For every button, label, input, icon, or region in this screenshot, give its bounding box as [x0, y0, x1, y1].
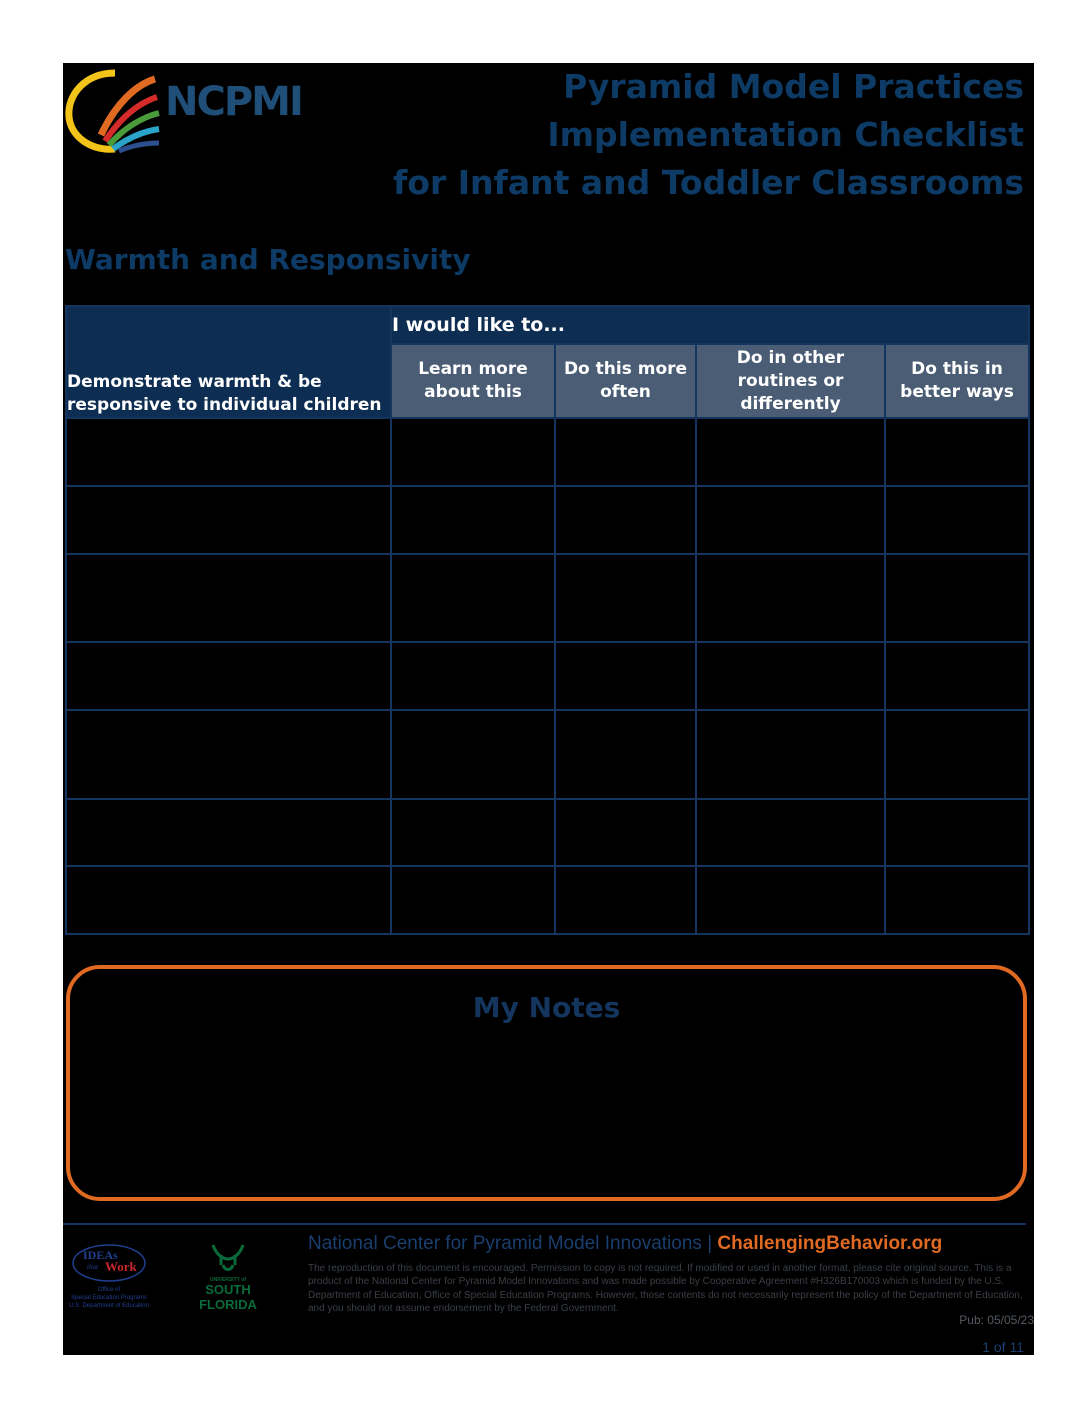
ideas-logo-main: IDEAs: [83, 1248, 118, 1262]
checkbox-cell[interactable]: [555, 418, 696, 486]
do-more-often-header: Do this more often: [555, 344, 696, 418]
footer-separator: |: [707, 1233, 713, 1254]
ideas-logo-line-1: Office of: [97, 1287, 121, 1293]
checkbox-cell[interactable]: [885, 642, 1029, 710]
checkbox-cell[interactable]: [885, 418, 1029, 486]
checkbox-cell[interactable]: [696, 866, 885, 934]
usf-bull-icon: [191, 1235, 265, 1315]
checklist-page: [63, 63, 1034, 1355]
page-title: [393, 63, 1024, 207]
ideas-logo-that: that: [87, 1263, 98, 1271]
logo-wordmark: NCPMI: [165, 79, 302, 125]
learn-more-header: Learn more about this: [391, 344, 555, 418]
checkbox-cell[interactable]: [391, 418, 555, 486]
footer-divider: [63, 1223, 1026, 1225]
title-line-2: Implementation Checklist: [547, 115, 1024, 154]
footer-disclaimer: The reproduction of this document is encouraged. Permission to copy is not required. If modified or used in another format, please cite original source. This is a product of the National Center for Pyramid Model Innovations and was made possible by Cooperative Agreement #H326B170003 which is funded by the U.S. Department of Education, Office of Special Education Programs. However, those contents do not necessarily represent the policy of the Department of Education, and you should not assume endorsement by the Federal Government.: [308, 1263, 1023, 1314]
checkbox-cell[interactable]: [885, 799, 1029, 866]
checkbox-cell[interactable]: [885, 554, 1029, 642]
practice-cell: [66, 486, 391, 554]
ideas-that-work-icon: [69, 1239, 149, 1313]
practice-cell: [66, 554, 391, 642]
ncpmi-logo: [65, 65, 305, 155]
practice-cell: [66, 799, 391, 866]
title-line-1: Pyramid Model Practices: [563, 67, 1024, 106]
usf-logo-line-1: SOUTH: [205, 1282, 251, 1297]
my-notes-title: My Notes: [472, 991, 621, 1024]
checkbox-cell[interactable]: [555, 866, 696, 934]
checkbox-cell[interactable]: [696, 554, 885, 642]
title-line-3: for Infant and Toddler Classrooms: [392, 163, 1024, 202]
checkbox-cell[interactable]: [555, 554, 696, 642]
ideas-that-work-logo: [69, 1239, 149, 1313]
usf-logo-line-2: FLORIDA: [199, 1297, 257, 1312]
practice-cell: [66, 866, 391, 934]
table-row: [66, 799, 1029, 866]
checkbox-cell[interactable]: [391, 799, 555, 866]
checkbox-cell[interactable]: [696, 799, 885, 866]
usf-logo: [191, 1235, 265, 1315]
checkbox-cell[interactable]: [555, 799, 696, 866]
table-row: [66, 554, 1029, 642]
table-row: [66, 418, 1029, 486]
ncpmi-swirl-icon: [65, 65, 165, 155]
i-would-like-to-header: I would like to...: [391, 306, 1029, 344]
page-number: 1 of 11: [982, 1339, 1024, 1355]
table-row: [66, 866, 1029, 934]
other-routines-header: Do in other routines or differently: [696, 344, 885, 418]
checkbox-cell[interactable]: [696, 418, 885, 486]
section-title: Warmth and Responsivity: [65, 243, 471, 276]
practice-cell: [66, 418, 391, 486]
ideas-logo-work: Work: [105, 1259, 137, 1274]
ideas-logo-line-3: U.S. Department of Education: [69, 1303, 149, 1309]
checkbox-cell[interactable]: [555, 710, 696, 799]
table-row: [66, 486, 1029, 554]
practice-cell: [66, 642, 391, 710]
checkbox-cell[interactable]: [555, 486, 696, 554]
checkbox-cell[interactable]: [391, 642, 555, 710]
checkbox-cell[interactable]: [696, 486, 885, 554]
footer-org-line: [308, 1233, 942, 1255]
checkbox-cell[interactable]: [696, 642, 885, 710]
checklist-table: [65, 305, 1030, 935]
checkbox-cell[interactable]: [391, 866, 555, 934]
footer-org-name: National Center for Pyramid Model Innovations: [308, 1233, 702, 1254]
publication-date: Pub: 05/05/23: [959, 1313, 1034, 1327]
ideas-logo-line-2: Special Education Programs: [71, 1295, 147, 1301]
checkbox-cell[interactable]: [391, 486, 555, 554]
checkbox-cell[interactable]: [885, 866, 1029, 934]
my-notes-box[interactable]: [66, 965, 1027, 1201]
better-ways-header: Do this in better ways: [885, 344, 1029, 418]
checkbox-cell[interactable]: [885, 486, 1029, 554]
usf-logo-top: UNIVERSITY of: [209, 1277, 247, 1283]
table-row: [66, 710, 1029, 799]
table-row: [66, 642, 1029, 710]
checkbox-cell[interactable]: [391, 710, 555, 799]
practice-column-header: Demonstrate warmth & be responsive to individual children: [66, 306, 391, 418]
checkbox-cell[interactable]: [885, 710, 1029, 799]
footer-site-link[interactable]: ChallengingBehavior.org: [717, 1233, 943, 1254]
checkbox-cell[interactable]: [391, 554, 555, 642]
checkbox-cell[interactable]: [696, 710, 885, 799]
practice-cell: [66, 710, 391, 799]
checkbox-cell[interactable]: [555, 642, 696, 710]
